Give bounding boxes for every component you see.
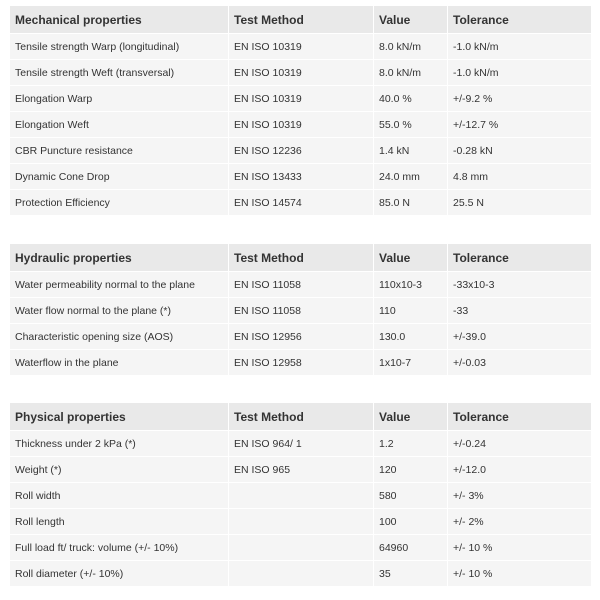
cell-property: Protection Efficiency bbox=[10, 190, 229, 216]
column-header-value: Value bbox=[374, 6, 448, 34]
cell-test-method: EN ISO 10319 bbox=[229, 34, 374, 60]
cell-value: 64960 bbox=[374, 535, 448, 561]
cell-test-method: EN ISO 10319 bbox=[229, 112, 374, 138]
table-header-row bbox=[10, 6, 592, 34]
cell-tolerance: 25.5 N bbox=[448, 190, 592, 216]
cell-value: 1.2 bbox=[374, 431, 448, 457]
mechanical-properties-table bbox=[9, 5, 592, 216]
table-row bbox=[10, 431, 592, 457]
table-row bbox=[10, 138, 592, 164]
table-row bbox=[10, 190, 592, 216]
table-row bbox=[10, 164, 592, 190]
cell-property: Roll diameter (+/- 10%) bbox=[10, 561, 229, 587]
cell-property: Roll width bbox=[10, 483, 229, 509]
cell-test-method: EN ISO 10319 bbox=[229, 60, 374, 86]
column-header-tolerance: Tolerance bbox=[448, 403, 592, 431]
table-row bbox=[10, 483, 592, 509]
cell-tolerance: +/-12.7 % bbox=[448, 112, 592, 138]
cell-value: 40.0 % bbox=[374, 86, 448, 112]
cell-property: Water permeability normal to the plane bbox=[10, 272, 229, 298]
cell-value: 120 bbox=[374, 457, 448, 483]
table-row bbox=[10, 457, 592, 483]
cell-tolerance: +/- 3% bbox=[448, 483, 592, 509]
column-header-property: Mechanical properties bbox=[10, 6, 229, 34]
table-row bbox=[10, 60, 592, 86]
cell-tolerance: -1.0 kN/m bbox=[448, 60, 592, 86]
column-header-value: Value bbox=[374, 244, 448, 272]
column-header-property: Physical properties bbox=[10, 403, 229, 431]
cell-tolerance: +/-12.0 bbox=[448, 457, 592, 483]
cell-test-method bbox=[229, 483, 374, 509]
column-header-tolerance: Tolerance bbox=[448, 244, 592, 272]
cell-value: 85.0 N bbox=[374, 190, 448, 216]
table-row bbox=[10, 350, 592, 376]
cell-value: 35 bbox=[374, 561, 448, 587]
column-header-test-method: Test Method bbox=[229, 403, 374, 431]
cell-property: Characteristic opening size (AOS) bbox=[10, 324, 229, 350]
cell-test-method: EN ISO 12236 bbox=[229, 138, 374, 164]
hydraulic-properties-table bbox=[9, 243, 592, 376]
cell-value: 1.4 kN bbox=[374, 138, 448, 164]
table-row bbox=[10, 272, 592, 298]
table-row bbox=[10, 112, 592, 138]
cell-property: Waterflow in the plane bbox=[10, 350, 229, 376]
cell-property: Tensile strength Warp (longitudinal) bbox=[10, 34, 229, 60]
table-header-row bbox=[10, 403, 592, 431]
table-row bbox=[10, 509, 592, 535]
cell-test-method: EN ISO 12956 bbox=[229, 324, 374, 350]
cell-property: Dynamic Cone Drop bbox=[10, 164, 229, 190]
cell-tolerance: -33 bbox=[448, 298, 592, 324]
cell-value: 1x10-7 bbox=[374, 350, 448, 376]
column-header-tolerance: Tolerance bbox=[448, 6, 592, 34]
cell-property: Elongation Weft bbox=[10, 112, 229, 138]
cell-value: 100 bbox=[374, 509, 448, 535]
cell-test-method: EN ISO 11058 bbox=[229, 298, 374, 324]
cell-tolerance: -33x10-3 bbox=[448, 272, 592, 298]
table-header-row bbox=[10, 244, 592, 272]
cell-tolerance: +/-0.24 bbox=[448, 431, 592, 457]
table-row bbox=[10, 34, 592, 60]
cell-tolerance: 4.8 mm bbox=[448, 164, 592, 190]
cell-property: Roll length bbox=[10, 509, 229, 535]
table-row bbox=[10, 298, 592, 324]
cell-test-method: EN ISO 11058 bbox=[229, 272, 374, 298]
table-row bbox=[10, 535, 592, 561]
cell-test-method: EN ISO 965 bbox=[229, 457, 374, 483]
cell-test-method bbox=[229, 561, 374, 587]
table-row bbox=[10, 561, 592, 587]
cell-property: Tensile strength Weft (transversal) bbox=[10, 60, 229, 86]
cell-test-method: EN ISO 964/ 1 bbox=[229, 431, 374, 457]
cell-test-method bbox=[229, 509, 374, 535]
cell-value: 580 bbox=[374, 483, 448, 509]
cell-tolerance: -0.28 kN bbox=[448, 138, 592, 164]
column-header-property: Hydraulic properties bbox=[10, 244, 229, 272]
cell-test-method: EN ISO 14574 bbox=[229, 190, 374, 216]
cell-property: Elongation Warp bbox=[10, 86, 229, 112]
cell-property: Water flow normal to the plane (*) bbox=[10, 298, 229, 324]
cell-test-method: EN ISO 13433 bbox=[229, 164, 374, 190]
cell-value: 110x10-3 bbox=[374, 272, 448, 298]
physical-properties-table bbox=[9, 402, 592, 587]
cell-tolerance: +/-9.2 % bbox=[448, 86, 592, 112]
cell-value: 8.0 kN/m bbox=[374, 60, 448, 86]
cell-tolerance: +/-0.03 bbox=[448, 350, 592, 376]
cell-test-method bbox=[229, 535, 374, 561]
cell-property: Weight (*) bbox=[10, 457, 229, 483]
table-row bbox=[10, 86, 592, 112]
column-header-test-method: Test Method bbox=[229, 244, 374, 272]
cell-test-method: EN ISO 10319 bbox=[229, 86, 374, 112]
cell-tolerance: +/- 10 % bbox=[448, 535, 592, 561]
cell-value: 110 bbox=[374, 298, 448, 324]
cell-tolerance: +/-39.0 bbox=[448, 324, 592, 350]
cell-property: Full load ft/ truck: volume (+/- 10%) bbox=[10, 535, 229, 561]
table-row bbox=[10, 324, 592, 350]
cell-tolerance: +/- 2% bbox=[448, 509, 592, 535]
cell-value: 130.0 bbox=[374, 324, 448, 350]
column-header-value: Value bbox=[374, 403, 448, 431]
column-header-test-method: Test Method bbox=[229, 6, 374, 34]
cell-tolerance: -1.0 kN/m bbox=[448, 34, 592, 60]
cell-property: Thickness under 2 kPa (*) bbox=[10, 431, 229, 457]
cell-value: 55.0 % bbox=[374, 112, 448, 138]
cell-tolerance: +/- 10 % bbox=[448, 561, 592, 587]
cell-property: CBR Puncture resistance bbox=[10, 138, 229, 164]
cell-test-method: EN ISO 12958 bbox=[229, 350, 374, 376]
cell-value: 24.0 mm bbox=[374, 164, 448, 190]
cell-value: 8.0 kN/m bbox=[374, 34, 448, 60]
